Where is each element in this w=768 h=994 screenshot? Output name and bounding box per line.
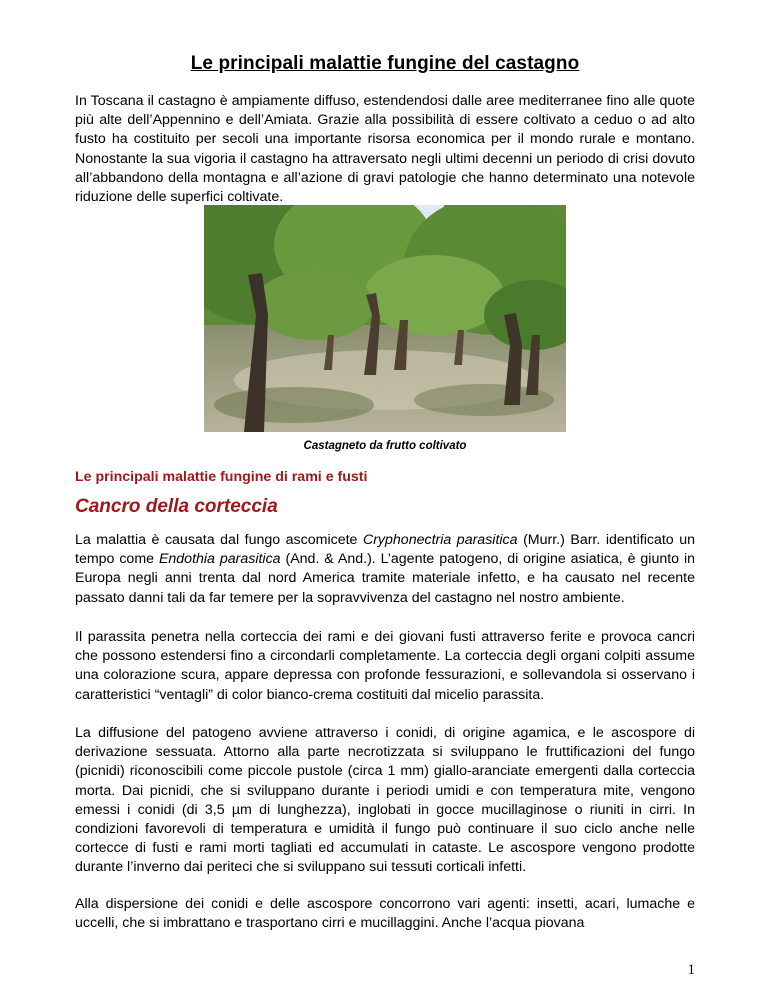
- page-number: 1: [687, 962, 695, 978]
- paragraph-dispersion: Alla dispersione dei conidi e delle ascospore concorrono vari agenti: insetti, acari, lumache e uccelli, che si imbrattano e trasportano cirri e mucillaggini. Anche l’acqua piovana: [75, 896, 695, 932]
- page-title: Le principali malattie fungine del castagno: [190, 53, 580, 74]
- paragraph-spread: La diffusione del patogeno avviene attraverso i conidi, di origine agamica, e le ascospore di derivazione sessuata. Attorno alla parte necrotizzata si sviluppano le fruttificazioni del fungo (picnidi) riconoscibili come piccole pustole (circa 1 mm) giallo-aranciate emergenti dalla corteccia morta. Dai picnidi, che si sviluppano durante i periodi umidi e con temperatura mite, vengono emessi i conidi (di 3,5 µm di lunghezza), inglobati in gocce mucillaginose o riuniti in cirri. In condizioni favorevoli di temperatura e umidità il fungo può continuare il suo ciclo anche nelle cortecce di fusti e rami morti tagliati ed accumulati in cataste. Le ascospore vengono prodotte durante l’inverno dai periteci che si sviluppano sui tessuti corticali infetti.: [75, 725, 695, 876]
- subsection-heading: Cancro della corteccia: [75, 496, 278, 517]
- paragraph-symptoms: Il parassita penetra nella corteccia dei rami e dei giovani fusti attraverso ferite e provoca cancri che possono estendersi fino a circondarli completamente. La corteccia degli organi colpiti assume una colorazione scura, appare depressa con profonde fessurazioni, e sollevandola si osservano i caratteristici “ventagli” di color bianco-crema costituiti dal micelio parassita.: [75, 629, 695, 703]
- figure-caption: Castagneto da frutto coltivato: [303, 440, 467, 452]
- section-heading: Le principali malattie fungine di rami e fusti: [75, 469, 368, 485]
- chestnut-grove-photo: [204, 205, 566, 432]
- species-synonym: Endothia parasitica: [158, 551, 281, 568]
- species-name: Cryphonectria parasitica: [362, 532, 518, 548]
- paragraph-cause: La malattia è causata dal fungo ascomicete Cryphonectria parasitica (Murr.) Barr. identificato un tempo come Endothia parasitica (And. & And.). L’agente patogeno, di origine asiatica, è giunto in Europa negli anni trenta dal nord America tramite materiale infetto, e ha causato nel recente passato danni tali da far temere per la sopravvivenza del castagno nel nostro ambiente.: [75, 532, 695, 606]
- intro-paragraph: In Toscana il castagno è ampiamente diffuso, estendendosi dalle aree mediterranee fino alle quote più alte dell’Appennino e dell’Amiata. Grazie alla possibilità di essere coltivato a ceduo o ad alto fusto ha costituito per secoli una importante risorsa economica per il mondo rurale e montano. Nonostante la sua vigoria il castagno ha attraversato negli ultimi decenni un periodo di crisi dovuto all’abbandono della montagna e all’azione di gravi patologie che hanno determinato una notevole riduzione delle superfici coltivate.: [75, 93, 695, 206]
